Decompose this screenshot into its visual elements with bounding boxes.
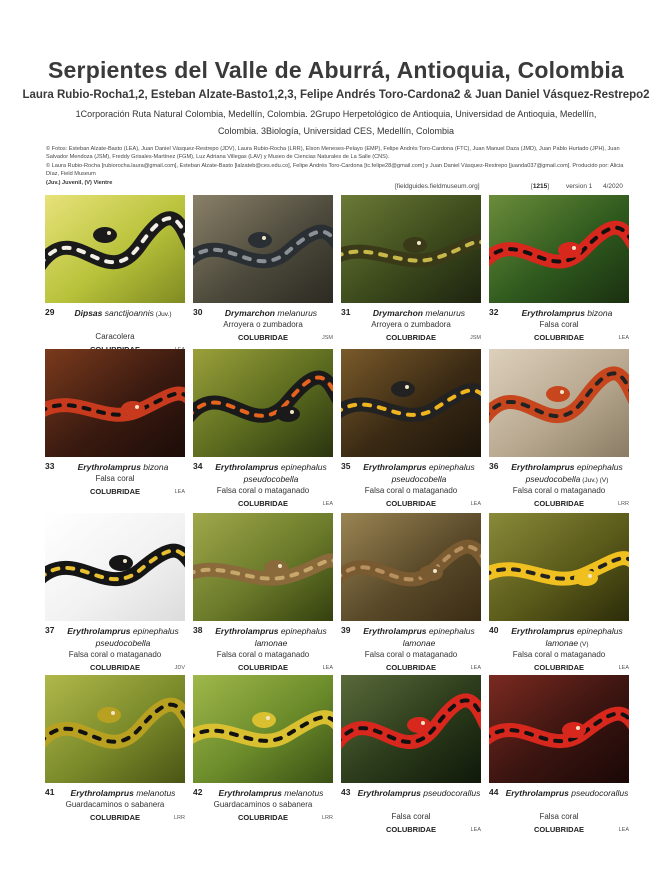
epithet-name: pseudocorallus <box>420 788 481 798</box>
genus-name: Erythrolamprus <box>363 462 427 472</box>
plate-number-value: 1215 <box>532 183 548 190</box>
scientific-name <box>505 307 629 319</box>
species-number: 39 <box>341 625 351 635</box>
genus-name: Erythrolamprus <box>363 626 427 636</box>
species-number: 32 <box>489 307 499 317</box>
family-name: COLUBRIDAE <box>238 663 288 672</box>
scientific-name <box>505 461 629 487</box>
species-card <box>489 513 634 672</box>
family-name: COLUBRIDAE <box>90 663 140 672</box>
epithet-name: epinephalus pseudocobella <box>243 462 327 484</box>
species-photo[interactable] <box>341 675 481 783</box>
species-photo[interactable] <box>45 195 185 303</box>
epithet-name: epinephalus pseudocobella <box>95 626 179 648</box>
species-card <box>45 195 190 345</box>
species-photo[interactable] <box>45 349 185 457</box>
scientific-name <box>357 461 481 485</box>
family-name: COLUBRIDAE <box>386 499 436 508</box>
common-name: Falsa coral o mataganado <box>216 650 310 659</box>
genus-name: Erythrolamprus <box>357 788 421 798</box>
date-label: 4/2020 <box>603 183 623 190</box>
common-name: Guardacaminos o sabanera <box>213 800 313 809</box>
photo-credit: JSM <box>470 335 481 341</box>
common-name: Falsa coral <box>391 812 431 821</box>
species-number: 42 <box>193 787 203 797</box>
family-name: COLUBRIDAE <box>386 663 436 672</box>
common-name: Arroyera o zumbadora <box>223 320 303 329</box>
scientific-name <box>505 787 629 799</box>
scientific-name <box>61 625 185 649</box>
photo-credit: LEA <box>618 665 629 671</box>
species-photo[interactable] <box>489 513 629 621</box>
scientific-name <box>61 461 185 473</box>
species-photo[interactable] <box>193 349 333 457</box>
authors-line: Laura Rubio-Rocha1,2, Esteban Alzate-Basto1,2,3, Felipe Andrés Toro-Cardona2 & Juan Daniel Vásquez-Restrepo2 <box>22 89 650 101</box>
genus-name: Erythrolamprus <box>521 308 585 318</box>
family-name: COLUBRIDAE <box>238 499 288 508</box>
common-name: Falsa coral o mataganado <box>364 650 458 659</box>
version-label: version 1 <box>566 183 593 190</box>
species-card <box>341 675 486 834</box>
genus-name: Erythrolamprus <box>511 626 575 636</box>
common-name: Falsa coral <box>539 812 579 821</box>
common-name: Falsa coral o mataganado <box>68 650 162 659</box>
epithet-name: bizona <box>140 462 169 472</box>
family-name: COLUBRIDAE <box>238 333 288 342</box>
life-stage: (V) <box>578 641 589 648</box>
genus-name: Erythrolamprus <box>218 788 282 798</box>
species-card <box>341 513 486 672</box>
scientific-name <box>209 307 333 319</box>
species-number: 44 <box>489 787 499 797</box>
epithet-name: bizona <box>584 308 613 318</box>
species-card <box>45 675 190 825</box>
family-name: COLUBRIDAE <box>386 825 436 834</box>
epithet-name: pseudocorallus <box>568 788 629 798</box>
photo-credit: LEA <box>322 501 333 507</box>
affiliations: 1Corporación Ruta Natural Colombia, Medellín, Colombia. 2Grupo Herpetológico de Antioquia, Universidad de Antioquia, Medellín, Colombia. 3Biología, Universidad CES, Medellín, Colombia <box>75 109 597 136</box>
species-number: 37 <box>45 625 55 635</box>
photo-credit: JSM <box>322 335 333 341</box>
family-name: COLUBRIDAE <box>386 333 436 342</box>
species-number: 29 <box>45 307 55 317</box>
species-photo[interactable] <box>45 513 185 621</box>
photo-credit: LEA <box>470 665 481 671</box>
common-name: Falsa coral o mataganado <box>216 486 310 495</box>
family-name: COLUBRIDAE <box>534 333 584 342</box>
genus-name: Dipsas <box>74 308 103 318</box>
species-number: 31 <box>341 307 351 317</box>
genus-name: Erythrolamprus <box>77 462 141 472</box>
species-number: 38 <box>193 625 203 635</box>
scientific-name <box>357 787 481 799</box>
species-number: 41 <box>45 787 55 797</box>
stage-note: (Juv.) Juvenil, (V) Vientre <box>46 179 113 186</box>
species-card <box>489 675 634 834</box>
common-name: Falsa coral o mataganado <box>512 486 606 495</box>
species-card <box>193 349 338 508</box>
species-photo[interactable] <box>489 195 629 303</box>
species-card <box>193 675 338 825</box>
species-card <box>341 349 486 508</box>
species-photo[interactable] <box>193 675 333 783</box>
species-card <box>193 513 338 672</box>
species-photo[interactable] <box>45 675 185 783</box>
credits-block <box>46 145 626 187</box>
life-stage: (Juv.) <box>153 311 172 318</box>
genus-name: Erythrolamprus <box>215 462 279 472</box>
family-name: COLUBRIDAE <box>238 813 288 822</box>
species-photo[interactable] <box>341 195 481 303</box>
epithet-name: epinephalus lamonae <box>402 626 475 648</box>
epithet-name: epinephalus pseudocobella <box>391 462 475 484</box>
scientific-name <box>357 625 481 649</box>
common-name: Falsa coral <box>539 320 579 329</box>
species-card <box>489 349 634 508</box>
genus-name: Drymarchon <box>224 308 275 318</box>
website-link[interactable]: [fieldguides.fieldmuseum.org] <box>395 183 480 190</box>
common-name: Arroyera o zumbadora <box>371 320 451 329</box>
genus-name: Drymarchon <box>372 308 423 318</box>
photo-credit: LEA <box>322 665 333 671</box>
species-photo[interactable] <box>341 349 481 457</box>
family-name: COLUBRIDAE <box>534 663 584 672</box>
family-name: COLUBRIDAE <box>534 499 584 508</box>
common-name: Falsa coral o mataganado <box>364 486 458 495</box>
species-number: 40 <box>489 625 499 635</box>
photo-credit: LRR <box>173 815 185 821</box>
species-card <box>489 195 634 345</box>
species-number: 34 <box>193 461 203 471</box>
scientific-name <box>61 307 185 321</box>
plate-number: [1215] <box>531 183 550 190</box>
epithet-name: epinephalus lamonae <box>254 626 327 648</box>
species-card <box>193 195 338 345</box>
species-number: 35 <box>341 461 351 471</box>
species-photo[interactable] <box>489 349 629 457</box>
photo-credit: JDV <box>174 665 185 671</box>
common-name: Falsa coral <box>95 474 135 483</box>
genus-name: Erythrolamprus <box>70 788 134 798</box>
photo-credit: LEA <box>174 489 185 495</box>
species-photo[interactable] <box>489 675 629 783</box>
photo-credits: © Fotos: Esteban Alzate-Basto (LEA), Juan Daniel Vásquez-Restrepo (JDV), Laura Rubio-Rocha (LRR), Elson Meneses-Pelayo (EMP), Felipe Andrés Toro-Cardona (FTC), Juan Manuel Daza (JMD), Juan Pablo Hurtado (JPH), Juan Salvador Mendoza (JSM), Freddy Grisales-Martínez (FGM), Luz Adriana Villegas (LAV) y Museo de Ciencias Naturales de La Salle (CNS). <box>46 146 620 161</box>
genus-name: Erythrolamprus <box>67 626 131 636</box>
species-number: 33 <box>45 461 55 471</box>
scientific-name <box>209 461 333 485</box>
species-number: 30 <box>193 307 203 317</box>
epithet-name: melanotus <box>133 788 176 798</box>
epithet-name: epinephalus pseudocobella <box>525 462 623 484</box>
common-name: Guardacaminos o sabanera <box>65 800 165 809</box>
common-name: Falsa coral o mataganado <box>512 650 606 659</box>
species-photo[interactable] <box>341 513 481 621</box>
species-number: 43 <box>341 787 351 797</box>
life-stage: (Juv.) (V) <box>580 477 609 484</box>
photo-credit: LEA <box>618 335 629 341</box>
epithet-name: melanurus <box>423 308 466 318</box>
species-photo[interactable] <box>193 513 333 621</box>
species-card <box>45 349 190 499</box>
species-card <box>341 195 486 345</box>
common-name: Caracolera <box>95 332 135 341</box>
scientific-name <box>61 787 185 799</box>
scientific-name <box>209 787 333 799</box>
species-number: 36 <box>489 461 499 471</box>
epithet-name: sanctijoannis <box>102 308 154 318</box>
page-title: Serpientes del Valle de Aburrá, Antioquia, Colombia <box>48 57 624 83</box>
epithet-name: epinephalus lamonae <box>545 626 623 648</box>
epithet-name: melanurus <box>275 308 318 318</box>
family-name: COLUBRIDAE <box>534 825 584 834</box>
photo-credit: LEA <box>618 827 629 833</box>
photo-credit: LRR <box>321 815 333 821</box>
contact-info: © Laura Rubio-Rocha [rubiorocha.laura@gmail.com], Esteban Alzate-Basto [lalzateb@ces.edu.co], Felipe Andrés Toro-Cardona [tc.felipe28@gmail.com] y Juan Daniel Vásquez-Restrepo [juanda037@gmail.com]. Producido por: Alicia Díaz, Field Museum <box>46 162 624 178</box>
genus-name: Erythrolamprus <box>511 462 575 472</box>
family-name: COLUBRIDAE <box>90 487 140 496</box>
photo-credit: LRR <box>617 501 629 507</box>
scientific-name <box>357 307 481 319</box>
species-photo[interactable] <box>193 195 333 303</box>
epithet-name: melanotus <box>281 788 324 798</box>
genus-name: Erythrolamprus <box>215 626 279 636</box>
species-card <box>45 513 190 672</box>
family-name: COLUBRIDAE <box>90 813 140 822</box>
photo-credit: LEA <box>470 827 481 833</box>
scientific-name <box>209 625 333 649</box>
photo-credit: LEA <box>470 501 481 507</box>
scientific-name <box>505 625 629 651</box>
genus-name: Erythrolamprus <box>505 788 569 798</box>
